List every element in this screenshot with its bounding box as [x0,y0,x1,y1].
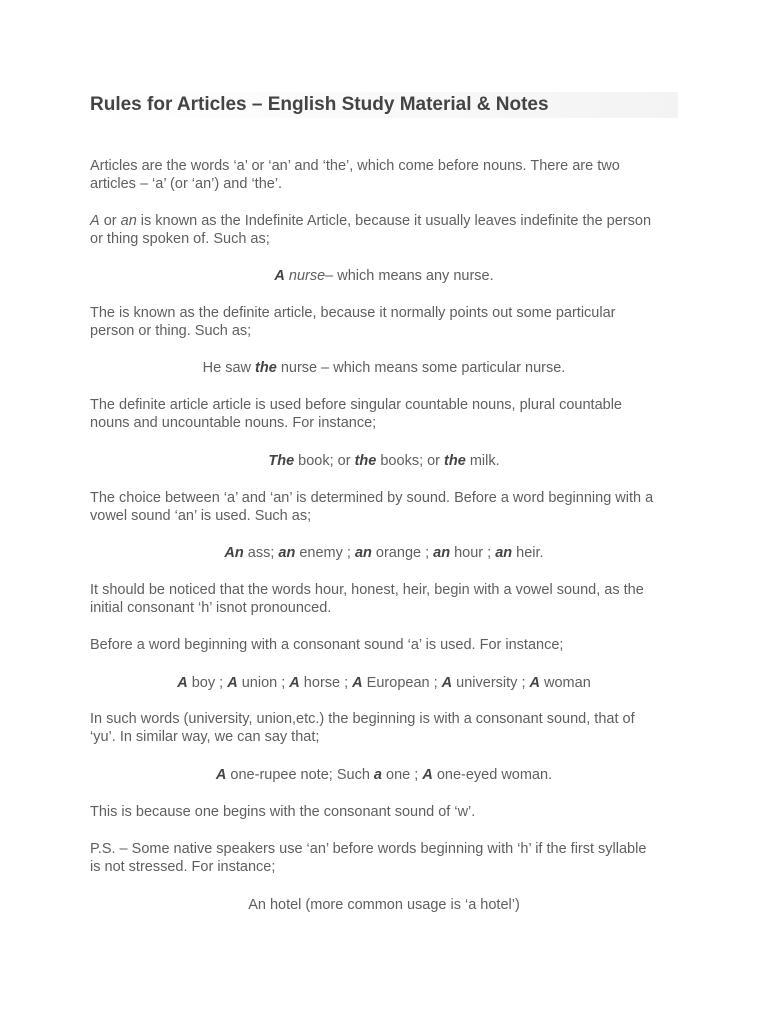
text-line: initial consonant ‘h’ isnot pronounced. [90,600,332,616]
paragraph-silent-h [90,581,690,617]
paragraph-definite-article [90,304,690,340]
paragraph-indefinite-article: A or an is known as the Indefinite Article, because it usually leaves indefinite the person or thing spoken of. Such as; [90,213,652,247]
text-line: P.S. – Some native speakers use ‘an’ before words beginning with ‘h’ if the first syllable [90,841,647,857]
term-an: an [120,213,137,229]
text-line: person or thing. Such as; [90,323,252,339]
text-line: vowel sound ‘an’ is used. Such as; [90,508,312,524]
example-the-nurse: He saw the nurse – which means some particular nurse. [202,360,566,376]
text-line: The is known as the definite article, because it normally points out some particular [90,305,616,321]
example-an-words: An ass; an enemy ; an orange ; an hour ; an heir. [224,545,544,561]
text-line: It should be noticed that the words hour, honest, heir, begin with a vowel sound, as the [90,582,644,598]
term-a: A [90,213,100,229]
text-line: or thing spoken of. Such as; [90,231,270,247]
example-a-nurse: A nurse– which means any nurse. [274,268,494,284]
text-line: Articles are the words ‘a’ or ‘an’ and ‘the’, which come before nouns. There are two [90,158,620,174]
text-line: Before a word beginning with a consonant sound ‘a’ is used. For instance; [90,637,564,653]
paragraph-definite-usage [90,396,690,432]
text-line: is not stressed. For instance; [90,859,276,875]
text-line: nouns and uncountable nouns. For instance; [90,415,377,431]
page-title: Rules for Articles – English Study Material & Notes [90,94,549,115]
paragraph-consonant-sound [90,636,690,654]
text-line: ‘yu’. In similar way, we can say that; [90,729,320,745]
paragraph-intro [90,157,690,193]
text-line: In such words (university, union,etc.) the beginning is with a consonant sound, that of [90,711,635,727]
text-line: articles – ‘a’ (or ‘an’) and ‘the’. [90,176,283,192]
example-one-words: A one-rupee note; Such a one ; A one-eyed woman. [215,767,553,783]
text-line: The definite article article is used before singular countable nouns, plural countable [90,397,622,413]
text-line: The choice between ‘a’ and ‘an’ is determined by sound. Before a word beginning with a [90,490,654,506]
paragraph-ps [90,840,690,876]
paragraph-w-sound [90,803,690,821]
text-line: This is because one begins with the consonant sound of ‘w’. [90,804,476,820]
example-a-words: A boy ; A union ; A horse ; A European ; A university ; A woman [177,675,591,691]
paragraph-a-vs-an [90,489,690,525]
example-the-book: The book; or the books; or the milk. [268,453,500,469]
example-an-hotel: An hotel (more common usage is ‘a hotel’) [248,897,520,913]
paragraph-yu-sound [90,710,690,746]
